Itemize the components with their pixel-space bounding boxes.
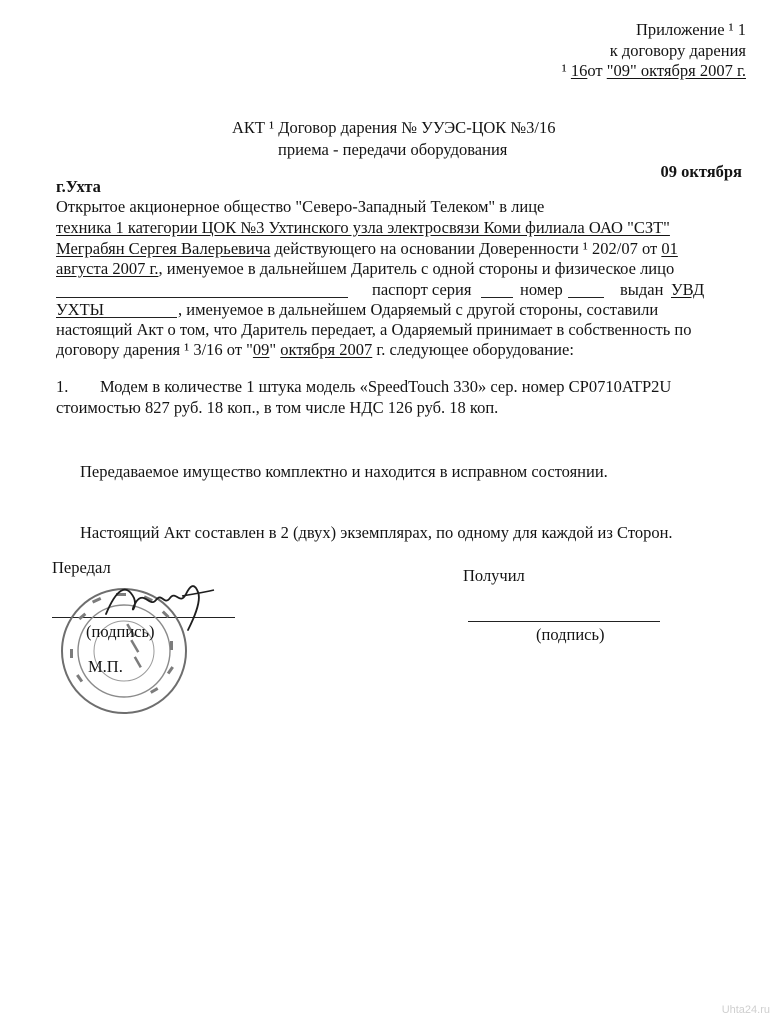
body-line8-text-c: г. следующее оборудование: [372,340,574,359]
power-of-attorney-day: 01 [661,239,678,258]
body-line2: техника 1 категории ЦОК №3 Ухтинского узла электросвязи Коми филиала ОАО "СЗТ" [56,218,670,237]
appendix-number-line [562,61,746,80]
contract-day: 09 [252,340,270,359]
blank-uhty [103,317,177,318]
item-line1: Модем в количестве 1 штука модель «SpeedTouch 330» сер. номер CP0710ATP2U [100,377,672,396]
body-line8 [56,340,574,359]
handed-over-label: Передал [52,558,111,577]
passport-series-label: паспорт серия [372,280,472,299]
doc-title: АКТ ¹ Договор дарения № УУЭС-ЦОК №3/16 [232,118,556,137]
appendix-number: 16 [570,61,588,80]
blank-name [56,297,348,298]
copies-paragraph: Настоящий Акт составлен в 2 (двух) экземплярах, по одному для каждой из Сторон. [80,523,673,542]
body-line3-text: действующего на основании Доверенности ¹ 202/07 от [270,239,662,258]
received-label: Получил [463,566,525,585]
right-signature-caption: (подпись) [536,625,605,644]
condition-paragraph: Передаваемое имущество комплектно и находится в исправном состоянии. [80,462,608,481]
uhty-label: УХТЫ [56,300,105,319]
uvd-label: УВД [671,280,705,299]
city: г.Ухта [56,177,101,196]
power-of-attorney-date: августа 2007 г. [56,259,159,278]
doc-subtitle: приема - передачи оборудования [278,140,508,159]
appendix-line2: к договору дарения [609,41,746,60]
item-line2: стоимостью 827 руб. 18 коп., в том числе НДС 126 руб. 18 коп. [56,398,499,417]
seal-placeholder: М.П. [88,657,123,676]
representative-name: Меграбян Сергея Валерьевича [56,239,271,258]
right-signature-line [468,621,660,622]
body-line8-text-a: договору дарения ¹ 3/16 от " [56,340,253,359]
watermark: Uhta24.ru [721,1004,770,1016]
body-line6-text: , именуемое в дальнейшем Одаряемый с другой стороны, составили [178,300,659,319]
left-signature-caption: (подпись) [86,622,155,641]
body-line4 [56,259,674,278]
doc-date: 09 октября [660,162,742,181]
appendix-number-prefix: ¹ [561,61,571,80]
body-line7: настоящий Акт о том, что Даритель передает, а Одаряемый принимает в собственность по [56,320,692,339]
appendix-ot: от [587,61,607,80]
blank-passport-series [481,297,513,298]
body-line3 [56,239,678,258]
item-number: 1. [56,377,69,396]
contract-month-year: октября 2007 [280,340,373,359]
passport-number-label: номер [520,280,563,299]
appendix-date: "09" октября 2007 г. [606,61,746,80]
body-line8-text-b: " [269,340,281,359]
blank-passport-number [568,297,604,298]
appendix-line1: Приложение ¹ 1 [635,20,746,39]
body-line4-text: , именуемое в дальнейшем Даритель с одной стороны и физическое лицо [158,259,675,278]
issued-label: выдан [620,280,664,299]
body-line1: Открытое акционерное общество "Северо-Западный Телеком" в лице [56,197,545,216]
